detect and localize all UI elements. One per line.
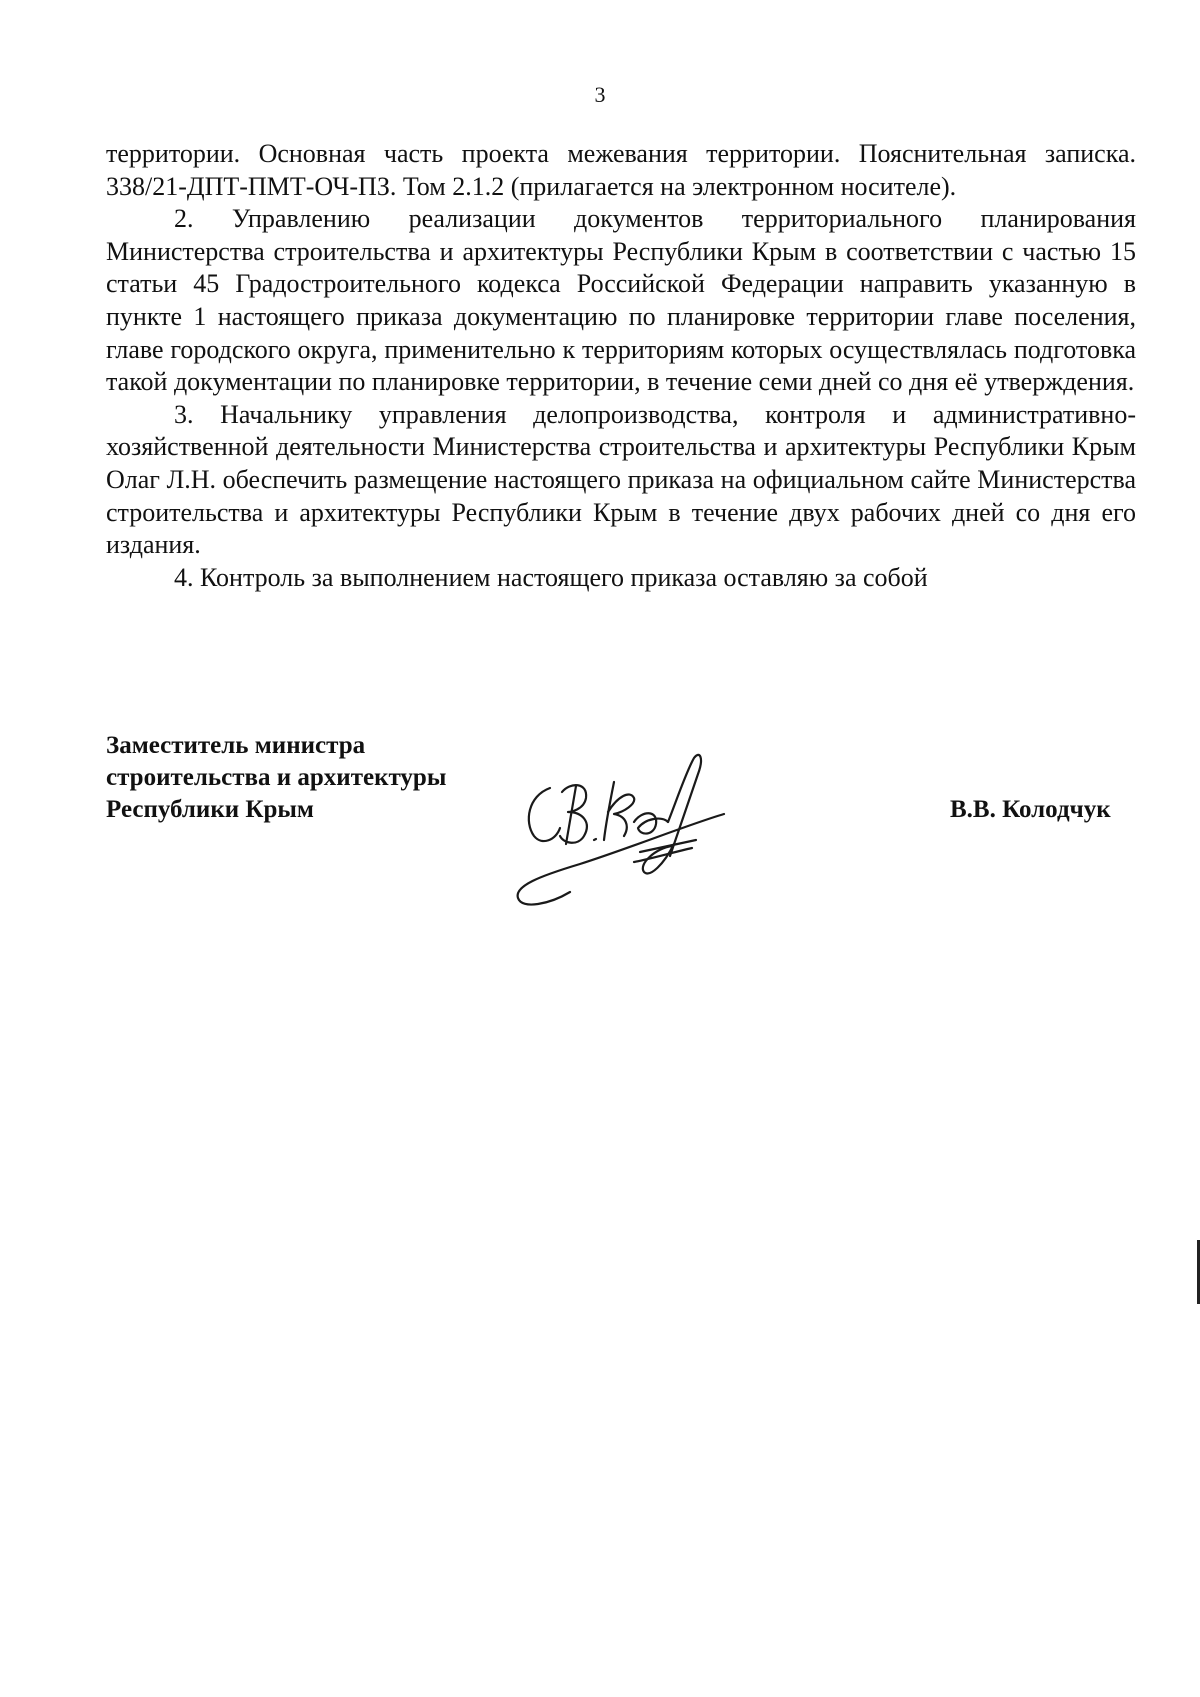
paragraph-item-2: 2. Управлению реализации документов территориального планирования Министерства строительства и архитектуры Республики Крым в соответствии с частью 15 статьи 45 Градостроительного кодекса Российской Федерации направить указанную в пункте 1 настоящего приказа документацию по планировке территории главе поселения, главе городского округа, применительно к территориям которых осуществлялась подготовка такой документации по планировке территории, в течение семи дней со дня её утверждения.: [106, 204, 1136, 397]
signatory-title: [106, 730, 536, 826]
paragraph-item-4: 4. Контроль за выполнением настоящего приказа оставляю за собой: [174, 562, 928, 592]
paragraph-item-3: 3. Начальнику управления делопроизводства, контроля и административно-хозяйственной деятельности Министерства строительства и архитектуры Республики Крым Олаг Л.Н. обеспечить размещение настоящего приказа на официальном сайте Министерства строительства и архитектуры Республики Крым в течение двух рабочих дней со дня его издания.: [106, 399, 1136, 560]
handwritten-signature: [510, 752, 770, 922]
signatory-name: В.В. Колодчук: [950, 796, 1111, 823]
document-body: [106, 138, 1136, 594]
page-number: 3: [594, 82, 606, 107]
signatory-title-line: Республики Крым: [106, 796, 314, 823]
signatory-title-line: Заместитель министра: [106, 732, 366, 759]
signatory-title-line: строительства и архитектуры: [106, 764, 447, 791]
paragraph-continuation: территории. Основная часть проекта межевания территории. Пояснительная записка. 338/21-ДПТ-ПМТ-ОЧ-ПЗ. Том 2.1.2 (прилагается на электронном носителе).: [106, 139, 1136, 201]
